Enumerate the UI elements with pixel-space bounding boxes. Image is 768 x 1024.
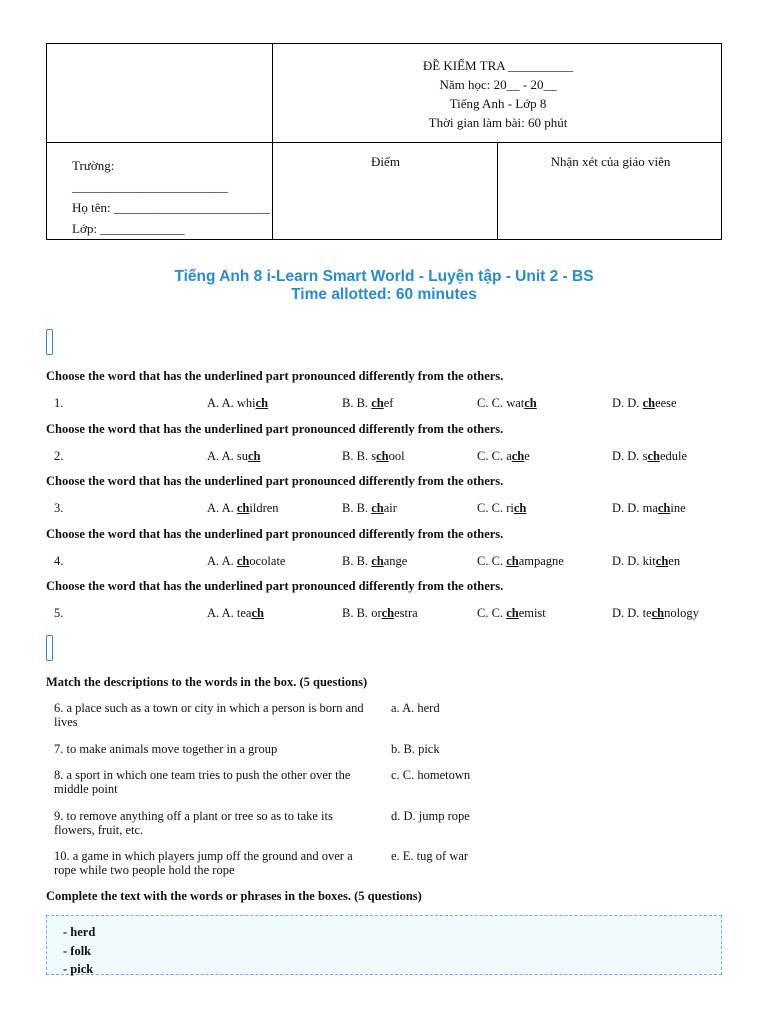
option-text: A. A. bbox=[207, 501, 237, 515]
matching-description: 6. a place such as a town or city in which a person is born and lives bbox=[54, 701, 364, 729]
underlined-part: ch bbox=[655, 553, 669, 568]
underlined-part: ch bbox=[248, 448, 261, 463]
underlined-part: ch bbox=[251, 606, 264, 620]
option-text: D. D. bbox=[612, 501, 643, 515]
option-text: su bbox=[236, 448, 248, 463]
option-text: a bbox=[506, 448, 512, 463]
matching-answer[interactable]: c. C. hometown bbox=[391, 768, 471, 782]
option-text: wat bbox=[506, 396, 525, 410]
option-text: s bbox=[371, 448, 377, 463]
option-text: C. C. bbox=[477, 396, 507, 410]
subject: Tiếng Anh - Lớp 8 bbox=[449, 96, 547, 111]
page-title bbox=[0, 268, 768, 304]
pronunciation-instruction: Choose the word that has the underlined part pronounced differently from the others. bbox=[46, 474, 504, 488]
matching-answer[interactable]: d. D. jump rope bbox=[391, 809, 470, 823]
duration: Thời gian làm bài: 60 phút bbox=[428, 115, 568, 130]
answer-option-a[interactable] bbox=[207, 449, 261, 464]
answer-option-b[interactable] bbox=[342, 606, 418, 621]
matching-instruction: Match the descriptions to the words in the box. (5 questions) bbox=[46, 675, 368, 689]
option-text: C. C. bbox=[477, 448, 507, 463]
matching-description: 7. to make animals move together in a group bbox=[54, 742, 278, 756]
underlined-part: ch bbox=[506, 553, 519, 568]
class-field: Lớp: _____________ bbox=[72, 221, 185, 236]
word-box-item: - herd bbox=[63, 925, 96, 939]
option-text: B. B. bbox=[342, 396, 372, 410]
school-label: Trường: bbox=[72, 158, 115, 173]
word-box-item: - pick bbox=[63, 962, 94, 976]
question-number: 3. bbox=[54, 501, 64, 515]
option-text: ma bbox=[642, 501, 658, 515]
option-text: ildren bbox=[249, 501, 279, 515]
answer-option-b[interactable] bbox=[342, 554, 407, 569]
option-text: estra bbox=[394, 606, 418, 620]
answer-option-c[interactable] bbox=[477, 396, 537, 411]
header-divider bbox=[47, 142, 721, 143]
answer-option-c[interactable] bbox=[477, 501, 526, 516]
underlined-part: ch bbox=[236, 553, 250, 568]
answer-option-b[interactable] bbox=[342, 396, 393, 411]
teacher-comment-label: Nhận xét của giáo viên bbox=[550, 154, 671, 169]
option-text: kit bbox=[642, 553, 656, 568]
answer-option-c[interactable] bbox=[477, 449, 530, 464]
underlined-part: ch bbox=[255, 396, 269, 410]
word-box bbox=[46, 915, 722, 975]
pronunciation-instruction: Choose the word that has the underlined part pronounced differently from the others. bbox=[46, 421, 504, 436]
section-marker bbox=[46, 635, 53, 661]
answer-option-a[interactable] bbox=[207, 501, 279, 516]
underlined-part: ch bbox=[236, 501, 250, 515]
question-number: 1. bbox=[54, 396, 64, 410]
option-text: air bbox=[383, 501, 397, 515]
option-text: ange bbox=[383, 553, 408, 568]
underlined-part: ch bbox=[371, 501, 384, 515]
matching-answer[interactable]: b. B. pick bbox=[391, 742, 440, 756]
matching-answer[interactable]: e. E. tug of war bbox=[391, 849, 469, 863]
question-row bbox=[46, 606, 722, 624]
option-text: eese bbox=[655, 396, 677, 410]
exam-title: ĐỀ KIỂM TRA __________ bbox=[422, 58, 574, 73]
time-allotted: Time allotted: 60 minutes bbox=[291, 286, 477, 303]
underlined-part: ch bbox=[506, 606, 519, 620]
option-text: tea bbox=[236, 606, 252, 620]
option-text: C. C. bbox=[477, 606, 507, 620]
answer-option-d[interactable] bbox=[612, 606, 699, 621]
option-text: A. A. bbox=[207, 396, 237, 410]
option-text: whi bbox=[236, 396, 256, 410]
underlined-part: ch bbox=[651, 606, 665, 620]
pronunciation-instruction: Choose the word that has the underlined part pronounced differently from the others. bbox=[46, 369, 504, 383]
answer-option-b[interactable] bbox=[342, 449, 405, 464]
matching-answer[interactable]: a. A. herd bbox=[391, 701, 440, 715]
option-text: C. C. bbox=[477, 501, 507, 515]
pronunciation-instruction: Choose the word that has the underlined part pronounced differently from the others. bbox=[46, 526, 504, 541]
underlined-part: ch bbox=[647, 448, 660, 463]
header-table bbox=[46, 43, 722, 240]
underlined-part: ch bbox=[371, 553, 384, 568]
question-row bbox=[46, 501, 722, 519]
question-row bbox=[46, 449, 722, 467]
school-line: ________________________ bbox=[72, 179, 228, 194]
option-text: ocolate bbox=[249, 553, 286, 568]
answer-option-b[interactable] bbox=[342, 501, 397, 516]
underlined-part: ch bbox=[376, 448, 389, 463]
option-text: A. A. bbox=[207, 448, 237, 463]
option-text: en bbox=[668, 553, 681, 568]
option-text: D. D. bbox=[612, 396, 643, 410]
answer-option-a[interactable] bbox=[207, 606, 264, 621]
underlined-part: ch bbox=[381, 606, 395, 620]
complete-instruction: Complete the text with the words or phrases in the boxes. (5 questions) bbox=[46, 889, 422, 903]
option-text: ampagne bbox=[518, 553, 564, 568]
option-text: te bbox=[642, 606, 652, 620]
answer-option-d[interactable] bbox=[612, 554, 680, 569]
matching-description: 8. a sport in which one team tries to push the other over the middle point bbox=[54, 768, 351, 796]
underlined-part: ch bbox=[524, 396, 537, 410]
matching-description: 10. a game in which players jump off the ground and over a rope while two people hold the rope bbox=[54, 849, 353, 877]
underlined-part: ch bbox=[657, 501, 671, 515]
option-text: ef bbox=[383, 396, 394, 410]
option-text: ool bbox=[388, 448, 405, 463]
question-number: 5. bbox=[54, 606, 64, 620]
matching-description: 9. to remove anything off a plant or tree so as to take its flowers, fruit, etc. bbox=[54, 809, 333, 837]
answer-option-a[interactable] bbox=[207, 396, 268, 411]
score-label: Điểm bbox=[371, 154, 400, 169]
section-marker bbox=[46, 329, 53, 355]
option-text: edule bbox=[659, 448, 688, 463]
option-text: D. D. bbox=[612, 553, 643, 568]
option-text: D. D. bbox=[612, 448, 643, 463]
option-text: ri bbox=[506, 501, 514, 515]
option-text: A. A. bbox=[207, 553, 237, 568]
answer-option-a[interactable] bbox=[207, 554, 285, 569]
title-line: Tiếng Anh 8 i-Learn Smart World - Luyện tập - Unit 2 - BS bbox=[174, 268, 594, 285]
word-box-item: - folk bbox=[63, 943, 92, 958]
school-year: Năm học: 20__ - 20__ bbox=[439, 77, 557, 92]
option-text: e bbox=[524, 448, 530, 463]
option-text: B. B. bbox=[342, 448, 372, 463]
option-text: B. B. bbox=[342, 553, 372, 568]
answer-option-c[interactable] bbox=[477, 554, 564, 569]
exam-info bbox=[273, 56, 723, 132]
option-text: C. C. bbox=[477, 553, 507, 568]
name-field: Họ tên: ________________________ bbox=[72, 200, 270, 215]
option-text: D. D. bbox=[612, 606, 643, 620]
option-text: A. A. bbox=[207, 606, 237, 620]
answer-option-c[interactable] bbox=[477, 606, 546, 621]
underlined-part: ch bbox=[371, 396, 384, 410]
option-text: ine bbox=[670, 501, 686, 515]
question-row bbox=[46, 554, 722, 572]
underlined-part: ch bbox=[511, 448, 525, 463]
underlined-part: ch bbox=[513, 501, 527, 515]
option-text: emist bbox=[518, 606, 546, 620]
option-text: or bbox=[371, 606, 382, 620]
question-row bbox=[46, 396, 722, 414]
underlined-part: ch bbox=[642, 396, 656, 410]
option-text: nology bbox=[664, 606, 699, 620]
answer-option-d[interactable] bbox=[612, 449, 687, 464]
answer-option-d[interactable] bbox=[612, 396, 677, 411]
pronunciation-instruction: Choose the word that has the underlined part pronounced differently from the others. bbox=[46, 579, 504, 593]
question-number: 4. bbox=[54, 553, 64, 568]
question-number: 2. bbox=[54, 448, 64, 463]
option-text: B. B. bbox=[342, 606, 372, 620]
answer-option-d[interactable] bbox=[612, 501, 686, 516]
option-text: B. B. bbox=[342, 501, 372, 515]
option-text: s bbox=[642, 448, 648, 463]
student-info bbox=[72, 155, 270, 239]
